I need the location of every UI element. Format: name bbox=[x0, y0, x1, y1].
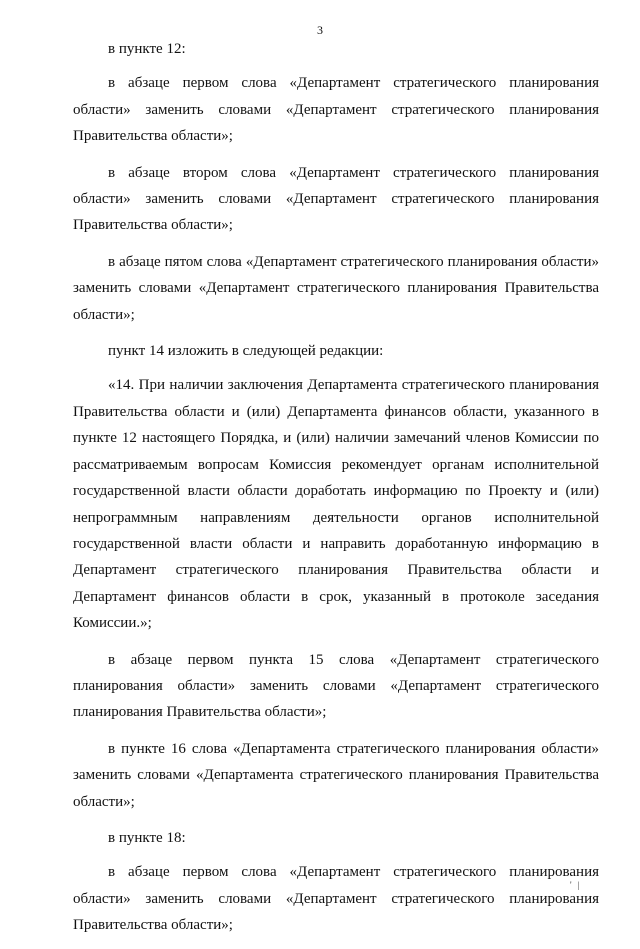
paragraph-12-fifth-abzac: в абзаце пятом слова «Департамент стратегического планирования области» заменить словами «Департамент стратегического планирования Правительства области»; bbox=[73, 253, 599, 323]
paragraph-18-first-abzac: в абзаце первом слова «Департамент стратегического планирования области» заменить словами «Департамент стратегического планирования Правительства области»; bbox=[73, 864, 599, 934]
paragraph-12-first-abzac: в абзаце первом слова «Департамент стратегического планирования области» заменить словами «Департамент стратегического планирования Правительства области»; bbox=[73, 75, 599, 145]
scan-mark: ' | bbox=[570, 880, 582, 890]
paragraph-point-16: в пункте 16 слова «Департамента стратегического планирования области» заменить словами «Департамента стратегического планирования Правительства области»; bbox=[73, 740, 599, 810]
paragraph-point-18: в пункте 18: bbox=[108, 829, 186, 846]
page-number: 3 bbox=[317, 23, 323, 37]
document-body bbox=[73, 36, 599, 949]
paragraph-point-14-intro: пункт 14 изложить в следующей редакции: bbox=[108, 343, 384, 360]
paragraph-point-14-text: «14. При наличии заключения Департамента стратегического планирования Правительства области и (или) Департамента финансов области, указанного в пункте 12 настоящего Порядка, и (или) наличии замечаний членов Комиссии по рассматриваемым вопросам Комиссия рекомендует органам исполнительной государственной власти области доработать информацию по Проекту и (или) непрограммным направлениям деятельности органов исполнительной государственной власти области и направить доработанную информацию в Департамент стратегического планирования Правительства области и Департамент финансов области в срок, указанный в протоколе заседания Комиссии.»; bbox=[73, 377, 599, 632]
paragraph-point-15: в абзаце первом пункта 15 слова «Департамент стратегического планирования области» заменить словами «Департамент стратегического планирования Правительства области»; bbox=[73, 651, 599, 721]
paragraph-point-12: в пункте 12: bbox=[108, 41, 186, 57]
paragraph-12-second-abzac: в абзаце втором слова «Департамент стратегического планирования области» заменить словами «Департамент стратегического планирования Правительства области»; bbox=[73, 164, 599, 234]
